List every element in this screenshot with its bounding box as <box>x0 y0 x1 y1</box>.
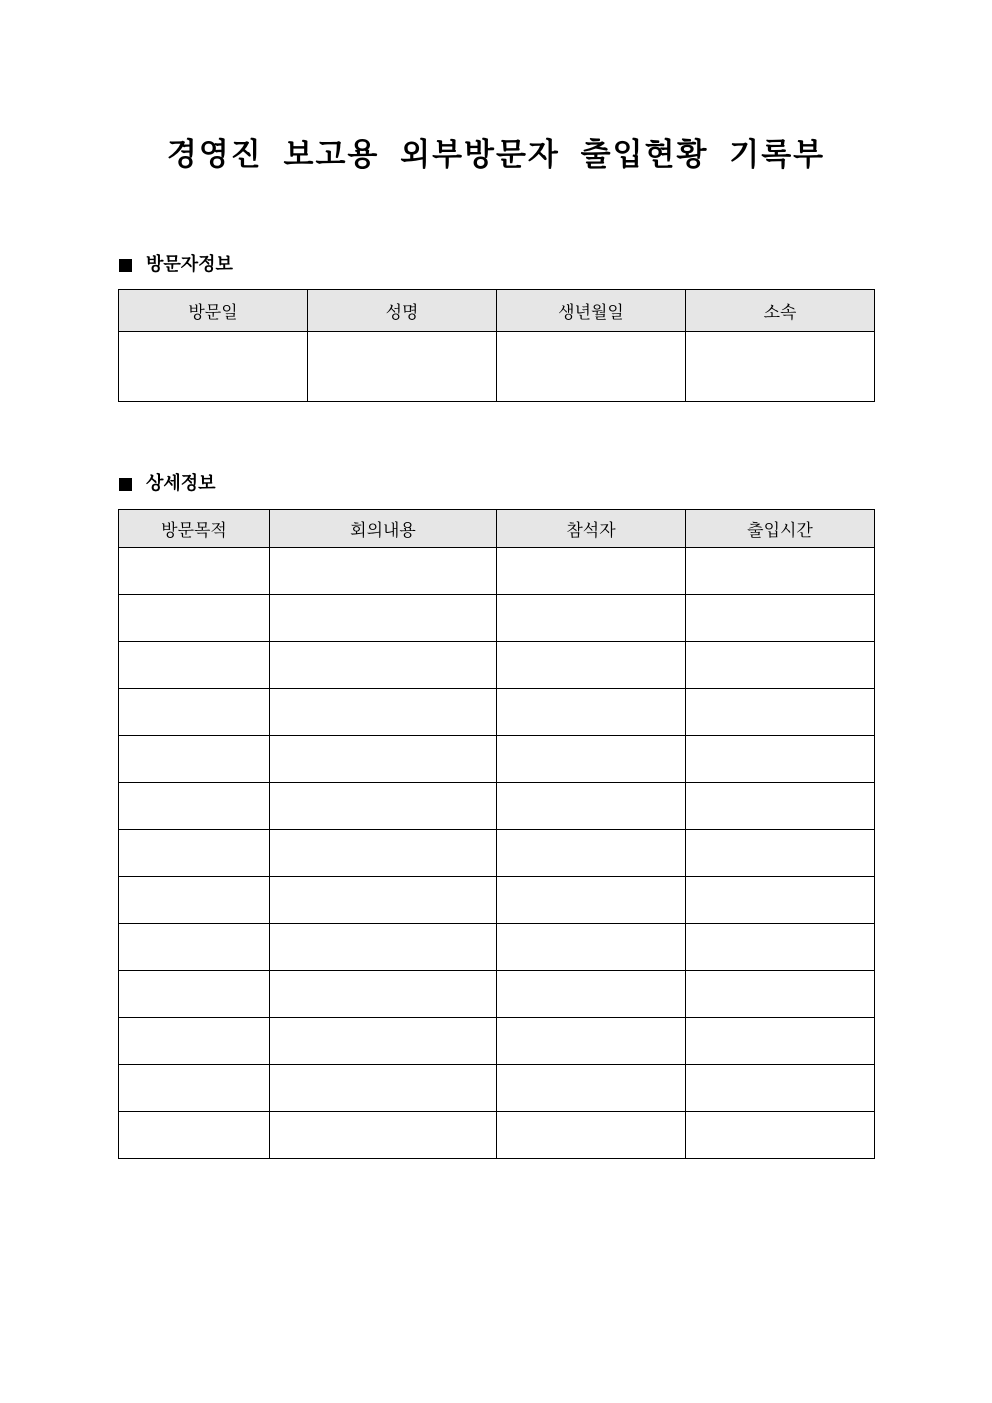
birthdate-cell[interactable] <box>497 332 686 402</box>
visit-purpose-cell[interactable] <box>119 971 270 1018</box>
entry-time-cell[interactable] <box>686 830 875 877</box>
meeting-content-cell[interactable] <box>270 877 497 924</box>
table-row <box>119 830 875 877</box>
attendees-cell[interactable] <box>497 1065 686 1112</box>
entry-time-cell[interactable] <box>686 971 875 1018</box>
attendees-cell[interactable] <box>497 1018 686 1065</box>
meeting-content-cell[interactable] <box>270 783 497 830</box>
visit-purpose-cell[interactable] <box>119 924 270 971</box>
section-heading-visitor <box>119 253 233 277</box>
visit-date-cell[interactable] <box>119 332 308 402</box>
column-header-birthdate: 생년월일 <box>497 290 686 332</box>
visit-purpose-cell[interactable] <box>119 1018 270 1065</box>
meeting-content-cell[interactable] <box>270 548 497 595</box>
attendees-cell[interactable] <box>497 877 686 924</box>
visit-purpose-cell[interactable] <box>119 830 270 877</box>
meeting-content-cell[interactable] <box>270 924 497 971</box>
visit-purpose-cell[interactable] <box>119 642 270 689</box>
meeting-content-cell[interactable] <box>270 736 497 783</box>
column-header-visit-date: 방문일 <box>119 290 308 332</box>
section-heading-label: 방문자정보 <box>146 254 233 275</box>
page-title: 경영진 보고용 외부방문자 출입현황 기록부 <box>166 137 826 173</box>
entry-time-cell[interactable] <box>686 548 875 595</box>
square-bullet-icon <box>119 259 132 272</box>
entry-time-cell[interactable] <box>686 689 875 736</box>
section-heading-label: 상세정보 <box>146 473 216 494</box>
meeting-content-cell[interactable] <box>270 971 497 1018</box>
column-header-meeting-content: 회의내용 <box>270 510 497 548</box>
detail-info-table <box>118 509 875 1159</box>
table-row <box>119 595 875 642</box>
entry-time-cell[interactable] <box>686 1112 875 1159</box>
entry-time-cell[interactable] <box>686 1065 875 1112</box>
table-header-row <box>119 510 875 548</box>
meeting-content-cell[interactable] <box>270 1112 497 1159</box>
column-header-attendees: 참석자 <box>497 510 686 548</box>
entry-time-cell[interactable] <box>686 783 875 830</box>
section-heading-detail <box>119 472 216 496</box>
table-row <box>119 642 875 689</box>
table-row <box>119 783 875 830</box>
attendees-cell[interactable] <box>497 642 686 689</box>
detail-table-body <box>119 548 875 1159</box>
attendees-cell[interactable] <box>497 595 686 642</box>
visit-purpose-cell[interactable] <box>119 736 270 783</box>
table-row <box>119 548 875 595</box>
table-row <box>119 1018 875 1065</box>
attendees-cell[interactable] <box>497 548 686 595</box>
attendees-cell[interactable] <box>497 689 686 736</box>
meeting-content-cell[interactable] <box>270 595 497 642</box>
meeting-content-cell[interactable] <box>270 1065 497 1112</box>
column-header-entry-time: 출입시간 <box>686 510 875 548</box>
attendees-cell[interactable] <box>497 736 686 783</box>
name-cell[interactable] <box>308 332 497 402</box>
affiliation-cell[interactable] <box>686 332 875 402</box>
entry-time-cell[interactable] <box>686 877 875 924</box>
attendees-cell[interactable] <box>497 971 686 1018</box>
table-row <box>119 971 875 1018</box>
attendees-cell[interactable] <box>497 783 686 830</box>
meeting-content-cell[interactable] <box>270 830 497 877</box>
attendees-cell[interactable] <box>497 924 686 971</box>
entry-time-cell[interactable] <box>686 642 875 689</box>
table-row <box>119 1065 875 1112</box>
visit-purpose-cell[interactable] <box>119 548 270 595</box>
table-row <box>119 877 875 924</box>
column-header-name: 성명 <box>308 290 497 332</box>
visit-purpose-cell[interactable] <box>119 595 270 642</box>
table-row <box>119 1112 875 1159</box>
table-row <box>119 332 875 402</box>
visit-purpose-cell[interactable] <box>119 689 270 736</box>
attendees-cell[interactable] <box>497 830 686 877</box>
meeting-content-cell[interactable] <box>270 642 497 689</box>
table-header-row <box>119 290 875 332</box>
table-row <box>119 924 875 971</box>
entry-time-cell[interactable] <box>686 595 875 642</box>
table-row <box>119 689 875 736</box>
attendees-cell[interactable] <box>497 1112 686 1159</box>
meeting-content-cell[interactable] <box>270 1018 497 1065</box>
meeting-content-cell[interactable] <box>270 689 497 736</box>
visit-purpose-cell[interactable] <box>119 877 270 924</box>
visit-purpose-cell[interactable] <box>119 1065 270 1112</box>
entry-time-cell[interactable] <box>686 924 875 971</box>
column-header-affiliation: 소속 <box>686 290 875 332</box>
entry-time-cell[interactable] <box>686 1018 875 1065</box>
visit-purpose-cell[interactable] <box>119 783 270 830</box>
column-header-visit-purpose: 방문목적 <box>119 510 270 548</box>
entry-time-cell[interactable] <box>686 736 875 783</box>
square-bullet-icon <box>119 478 132 491</box>
table-row <box>119 736 875 783</box>
visitor-info-table <box>118 289 875 402</box>
visit-purpose-cell[interactable] <box>119 1112 270 1159</box>
